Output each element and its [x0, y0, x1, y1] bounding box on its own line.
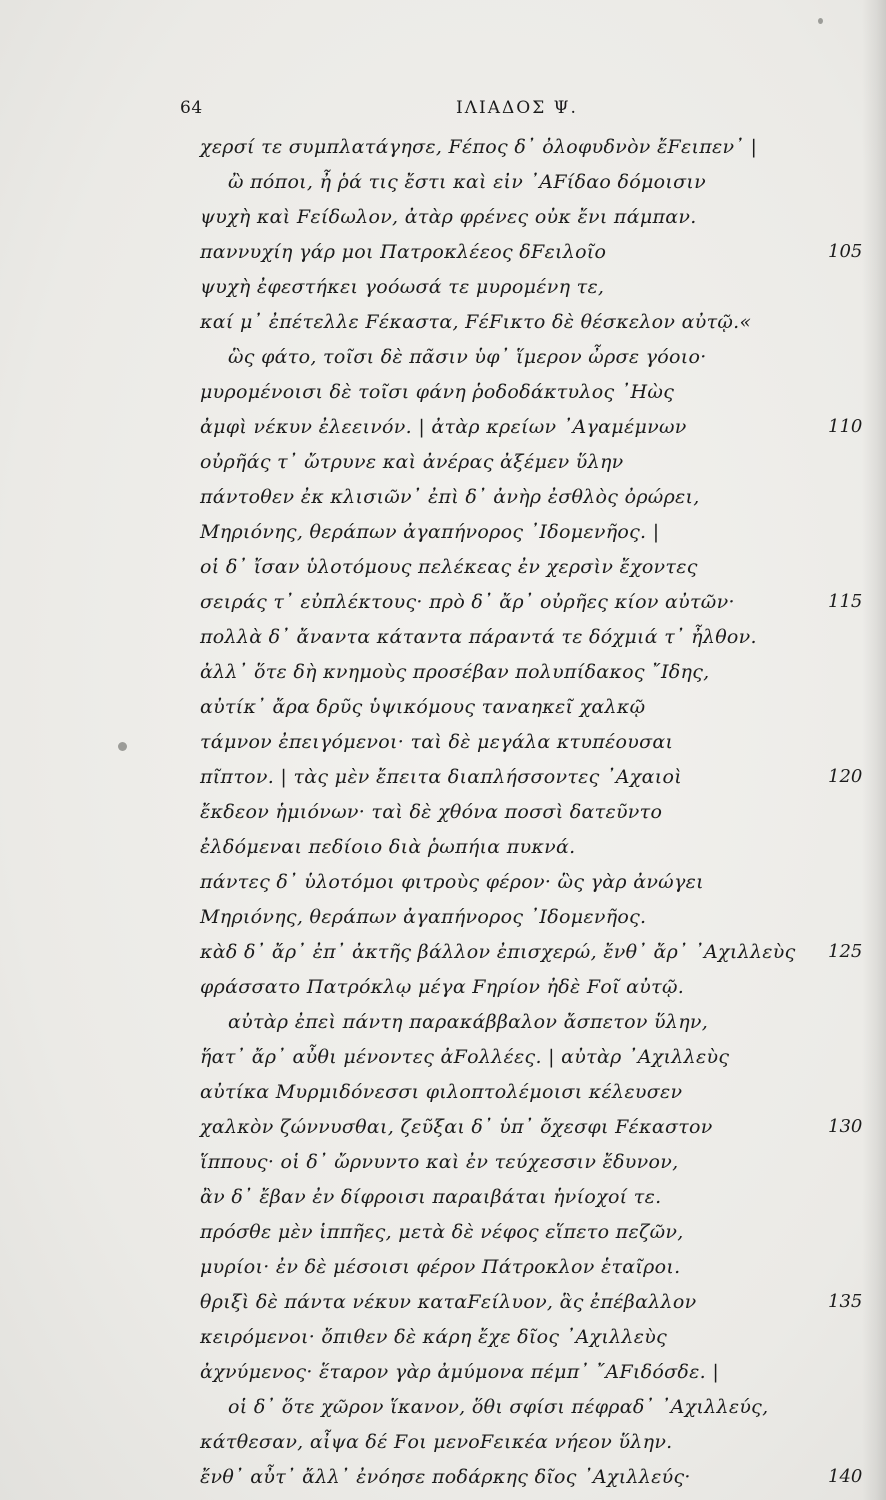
verse-line — [0, 760, 886, 794]
line-number: 105 — [828, 241, 863, 262]
verse-text: μυρίοι· ἐν δὲ μέσοισι φέρον Πάτροκλον ἑταῖροι. — [200, 1256, 681, 1278]
verse-text: Μηριόνης, θεράπων ἀγαπήνορος ᾽Ιδομενῆος. | — [200, 521, 660, 543]
verse-text: πάντες δ᾽ ὑλοτόμοι φιτροὺς φέρον· ὣς γὰρ ἀνώγει — [200, 871, 704, 893]
verse-text: παννυχίη γάρ μοι Πατροκλέεος δFειλοῖο — [200, 241, 607, 263]
verse-line — [0, 1215, 886, 1249]
verse-line — [0, 1460, 886, 1494]
verse-line — [0, 865, 886, 899]
verse-line — [0, 1285, 886, 1319]
verse-text: ἵππους· οἱ δ᾽ ὤρνυντο καὶ ἐν τεύχεσσιν ἔδυνον, — [200, 1151, 679, 1173]
verse-text: κάτθεσαν, αἶψα δέ Fοι μενοFεικέα νήεον ὕλην. — [200, 1431, 673, 1453]
verse-text: ὣς φάτο, τοῖσι δὲ πᾶσιν ὑφ᾽ ἵμερον ὦρσε γόοιο· — [228, 346, 707, 368]
verse-line — [0, 1110, 886, 1144]
line-number: 120 — [828, 766, 863, 787]
verse-text: ὢ πόποι, ἦ ῥά τις ἔστι καὶ εἰν ᾽ΑFίδαο δόμοισιν — [228, 171, 706, 193]
line-number: 140 — [828, 1466, 863, 1487]
line-number: 135 — [828, 1291, 863, 1312]
verse-line — [0, 900, 886, 934]
page-number: 64 — [180, 98, 203, 118]
verse-text: σειράς τ᾽ εὐπλέκτους· πρὸ δ᾽ ἄρ᾽ οὐρῆες κίον αὐτῶν· — [200, 591, 735, 613]
verse-text: ἔκδεον ἡμιόνων· ταὶ δὲ χθόνα ποσσὶ δατεῦντο — [200, 801, 663, 823]
verse-line — [0, 1250, 886, 1284]
verse-line — [0, 620, 886, 654]
verse-line — [0, 375, 886, 409]
verse-text: αὐτίκ᾽ ἄρα δρῦς ὑψικόμους ταναηκεῖ χαλκῷ — [200, 696, 646, 718]
verse-line — [0, 1075, 886, 1109]
line-number: 125 — [828, 941, 863, 962]
verse-text: οἱ δ᾽ ἴσαν ὑλοτόμους πελέκεας ἐν χερσὶν ἔχοντες — [200, 556, 698, 578]
verse-line — [0, 725, 886, 759]
verse-line — [0, 1425, 886, 1459]
verse-line — [0, 340, 886, 374]
verse-line — [0, 655, 886, 689]
verse-text: θριξὶ δὲ πάντα νέκυν καταFείλυον, ἃς ἐπέβαλλον — [200, 1291, 697, 1313]
verse-text: ψυχὴ ἐφεστήκει γοόωσά τε μυρομένη τε, — [200, 276, 605, 298]
running-title: ΙΛΙΑΔΟΣ Ψ. — [456, 98, 578, 118]
verse-text: οἱ δ᾽ ὅτε χῶρον ἵκανον, ὅθι σφίσι πέφραδ᾽ ᾽Αχιλλεύς, — [228, 1396, 769, 1418]
page-header — [0, 98, 886, 128]
verse-line — [0, 445, 886, 479]
verse-text: χερσί τε συμπλατάγησε, Fέπος δ᾽ ὀλοφυδνὸν ἔFειπεν᾽ | — [200, 136, 758, 158]
verse-line — [0, 1145, 886, 1179]
verse-line — [0, 795, 886, 829]
verse-text: ἐλδόμεναι πεδίοιο διὰ ῥωπήια πυκνά. — [200, 836, 576, 858]
verse-text: φράσσατο Πατρόκλῳ μέγα Fηρίον ἠδὲ Fοῖ αὐτῷ. — [200, 976, 685, 998]
verse-text: χαλκὸν ζώννυσθαι, ζεῦξαι δ᾽ ὑπ᾽ ὄχεσφι Fέκαστον — [200, 1116, 713, 1138]
verse-line — [0, 1180, 886, 1214]
verse-line — [0, 305, 886, 339]
verse-text: καί μ᾽ ἐπέτελλε Fέκαστα, FέFικτο δὲ θέσκελον αὐτῷ.« — [200, 311, 752, 333]
verse-text: πάντοθεν ἐκ κλισιῶν᾽ ἐπὶ δ᾽ ἀνὴρ ἐσθλὸς ὀρώρει, — [200, 486, 700, 508]
verse-text: πρόσθε μὲν ἱππῆες, μετὰ δὲ νέφος εἵπετο πεζῶν, — [200, 1221, 684, 1243]
verse-text: κειρόμενοι· ὄπιθεν δὲ κάρη ἔχε δῖος ᾽Αχιλλεὺς — [200, 1326, 668, 1348]
verse-line — [0, 480, 886, 514]
verse-text: οὐρῆάς τ᾽ ὤτρυνε καὶ ἀνέρας ἀξέμεν ὕλην — [200, 451, 624, 473]
verse-line — [0, 1390, 886, 1424]
verse-text: ἂν δ᾽ ἔβαν ἐν δίφροισι παραιβάται ἡνίοχοί τε. — [200, 1186, 662, 1208]
line-number: 130 — [828, 1116, 863, 1137]
verse-text: πῖπτον. | τὰς μὲν ἔπειτα διαπλήσσοντες ᾽Αχαιοὶ — [200, 766, 682, 788]
verse-line — [0, 690, 886, 724]
ink-speck — [818, 18, 823, 24]
line-number: 110 — [828, 416, 863, 437]
verse-line — [0, 235, 886, 269]
verse-line — [0, 585, 886, 619]
verse-line — [0, 200, 886, 234]
verse-line — [0, 130, 886, 164]
verse-line — [0, 1320, 886, 1354]
verse-line — [0, 165, 886, 199]
verse-line — [0, 550, 886, 584]
verse-text: ἀλλ᾽ ὅτε δὴ κνημοὺς προσέβαν πολυπίδακος ῎Ιδης, — [200, 661, 710, 683]
verse-text: αὐτὰρ ἐπεὶ πάντη παρακάββαλον ἄσπετον ὕλην, — [228, 1011, 709, 1033]
verse-line — [0, 270, 886, 304]
verse-text: πολλὰ δ᾽ ἄναντα κάταντα πάραντά τε δόχμιά τ᾽ ἦλθον. — [200, 626, 757, 648]
verse-text: κὰδ δ᾽ ἄρ᾽ ἐπ᾽ ἀκτῆς βάλλον ἐπισχερώ, ἔνθ᾽ ἄρ᾽ ᾽Αχιλλεὺς — [200, 941, 796, 963]
verse-text: ψυχὴ καὶ Fείδωλον, ἀτὰρ φρένες οὐκ ἔνι πάμπαν. — [200, 206, 697, 228]
verse-text: μυρομένοισι δὲ τοῖσι φάνη ῥοδοδάκτυλος ᾽Ηὼς — [200, 381, 675, 403]
verse-line — [0, 935, 886, 969]
verse-text: ἥατ᾽ ἄρ᾽ αὖθι μένοντες ἀFολλέες. | αὐτὰρ ᾽Αχιλλεὺς — [200, 1046, 730, 1068]
verse-text: ἔνθ᾽ αὖτ᾽ ἄλλ᾽ ἐνόησε ποδάρκης δῖος ᾽Αχιλλεύς· — [200, 1466, 691, 1488]
verse-text: ἀμφὶ νέκυν ἐλεεινόν. | ἀτὰρ κρείων ᾽Αγαμέμνων — [200, 416, 687, 438]
line-number: 115 — [828, 591, 863, 612]
verse-line — [0, 515, 886, 549]
verse-text: αὐτίκα Μυρμιδόνεσσι φιλοπτολέμοισι κέλευσεν — [200, 1081, 683, 1103]
verse-line — [0, 410, 886, 444]
verse-text: ἀχνύμενος· ἕταρον γὰρ ἀμύμονα πέμπ᾽ ῎ΑFιδόσδε. | — [200, 1361, 720, 1383]
verse-text: Μηριόνης, θεράπων ἀγαπήνορος ᾽Ιδομενῆος. — [200, 906, 647, 928]
verse-line — [0, 970, 886, 1004]
verse-line — [0, 1040, 886, 1074]
verse-line — [0, 830, 886, 864]
verse-text: τάμνον ἐπειγόμενοι· ταὶ δὲ μεγάλα κτυπέουσαι — [200, 731, 674, 753]
verse-line — [0, 1005, 886, 1039]
verse-line — [0, 1355, 886, 1389]
